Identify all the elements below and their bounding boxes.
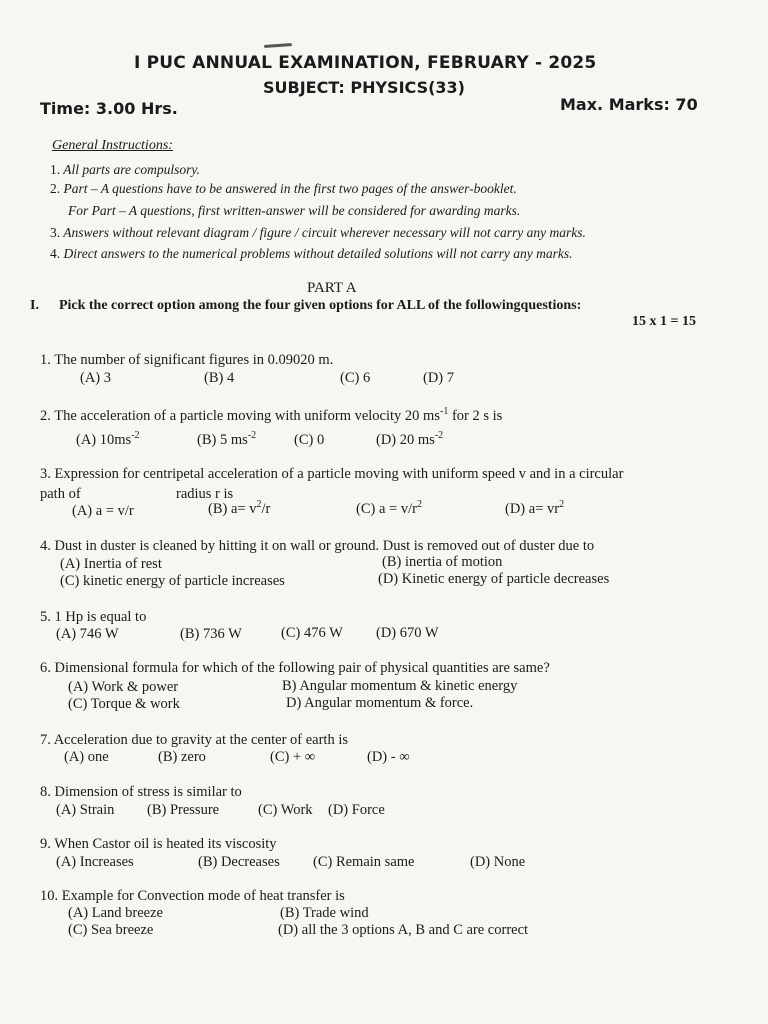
instruction-item: 4. Direct answers to the numerical problems without detailed solutions will not carry any marks. [50,246,573,261]
q1-option-a: (A) 3 [80,370,112,386]
q8-option-b: (B) Pressure [147,802,220,818]
instruction-item: 2. Part – A questions have to be answered in the first two pages of the answer-booklet. [50,181,517,196]
instructions-heading: General Instructions: [52,138,173,153]
q2-option-a: (A) $10ms^{-2}$ [76,430,140,448]
q10-option-a: (A) Land breeze [68,905,163,921]
q2-option-b: (B) 5 $ms^{-2}$ [197,430,257,448]
q5-option-b: (B) 736 W [180,626,242,642]
q10-option-d: (D) all the 3 options A, B and C are correct [278,922,529,938]
question-3-line1: 3. Expression for centripetal acceleration of a particle moving with uniform speed v and in a circular [40,466,624,482]
q4-option-d: (D) Kinetic energy of particle decreases [378,571,610,587]
q9-option-a: (A) Increases [56,854,134,870]
question-10: 10. Example for Convection mode of heat transfer is [40,888,345,904]
q3-option-b: (B) $a= v^2/r$ [208,499,271,517]
part-a-score: 15 x 1 = 15 [632,314,696,329]
q10-option-c: (C) Sea breeze [68,922,154,938]
q2-option-c: (C) 0 [294,432,325,448]
part-a-directive: I. Pick the correct option among the four given options for ALL of the followingquestions: [30,298,582,313]
q3-option-c: (C) $a = v/r^2$ [356,499,422,517]
q8-option-c: (C) Work [258,802,313,818]
q8-option-a: (A) Strain [56,802,115,818]
q7-option-b: (B) zero [158,749,206,765]
instruction-item: For Part – A questions, first written-answer will be considered for awarding marks. [68,203,521,218]
instruction-item: 3. Answers without relevant diagram / figure / circuit wherever necessary will not carry any marks. [50,225,586,240]
q5-option-c: (C) 476 W [281,625,343,641]
q5-option-a: (A) 746 W [56,626,119,642]
q4-option-b: (B) inertia of motion [382,554,503,570]
q1-option-c: (C) 6 [340,370,371,386]
scribble-mark [264,43,292,48]
subject-title: SUBJECT: PHYSICS(33) [263,78,465,97]
question-4: 4. Dust in duster is cleaned by hitting it on wall or ground. Dust is removed out of duster due to [40,538,595,554]
q8-option-d: (D) Force [328,802,385,818]
q7-option-c: (C) + ∞ [270,749,316,765]
q4-option-c: (C) kinetic energy of particle increases [60,573,285,589]
part-a-heading: PART A [307,280,357,296]
q3-option-d: (D) $a= vr^2$ [505,499,565,517]
q6-option-c: (C) Torque & work [68,696,180,712]
instruction-item: 1. All parts are compulsory. [50,162,201,177]
q7-option-a: (A) one [64,749,109,765]
q9-option-b: (B) Decreases [198,854,280,870]
q6-option-d: D) Angular momentum & force. [286,695,474,711]
q4-option-a: (A) Inertia of rest [60,556,162,572]
question-2: 2. The acceleration of a particle moving with uniform velocity 20 $ms^{-1}$ for 2 s is [40,406,503,424]
q1-option-d: (D) 7 [423,370,455,386]
question-8: 8. Dimension of stress is similar to [40,784,242,800]
q1-option-b: (B) 4 [204,370,235,386]
question-6: 6. Dimensional formula for which of the following pair of physical quantities are same? [40,660,550,676]
q6-option-a: (A) Work & power [68,679,179,695]
q6-option-b: B) Angular momentum & kinetic energy [282,678,518,694]
question-7: 7. Acceleration due to gravity at the center of earth is [40,732,348,748]
exam-title: I PUC ANNUAL EXAMINATION, FEBRUARY - 2025 [134,53,597,73]
question-9: 9. When Castor oil is heated its viscosity [40,836,277,852]
question-3-line2a: path of [40,486,81,502]
max-marks-label: Max. Marks: 70 [560,95,698,114]
time-label: Time: 3.00 Hrs. [40,99,178,118]
q10-option-b: (B) Trade wind [280,905,369,921]
question-3-line2b: radius r is [176,486,234,502]
q9-option-d: (D) None [470,854,526,870]
q9-option-c: (C) Remain same [313,854,415,870]
q3-option-a: (A) a = v/r [72,503,134,519]
q7-option-d: (D) - ∞ [367,749,410,765]
q5-option-d: (D) 670 W [376,625,439,641]
question-5: 5. 1 Hp is equal to [40,609,147,625]
question-1: 1. The number of significant figures in 0.09020 m. [40,352,334,368]
q2-option-d: (D) 20 $ms^{-2}$ [376,430,444,448]
